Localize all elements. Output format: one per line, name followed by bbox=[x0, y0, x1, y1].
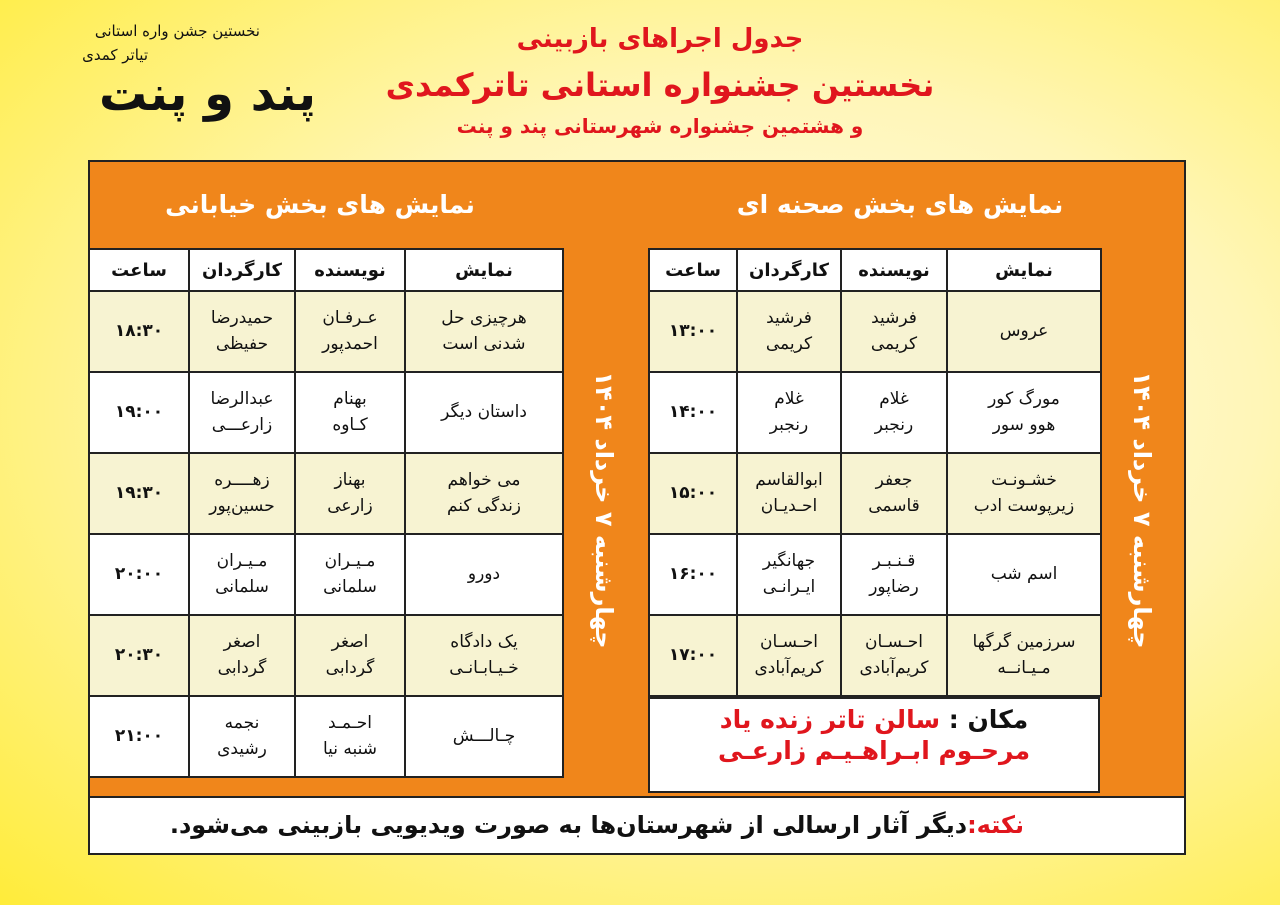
cell-director bbox=[189, 372, 295, 453]
show-line: می خواهم bbox=[447, 470, 521, 490]
table-row bbox=[649, 291, 1101, 372]
cell-time: ۲۰:۰۰ bbox=[89, 534, 189, 615]
director-line: زارعـــی bbox=[211, 414, 273, 435]
stage-schedule-table bbox=[648, 248, 1102, 697]
director-line: حمیدرضا bbox=[210, 308, 274, 328]
cell-director bbox=[189, 534, 295, 615]
note-label: نکته: bbox=[967, 811, 1024, 839]
director-line: کریم‌آبادی bbox=[754, 657, 824, 678]
cell-time: ۱۸:۳۰ bbox=[89, 291, 189, 372]
cell-director bbox=[189, 453, 295, 534]
director-line: مـیـران bbox=[216, 551, 268, 571]
writer-line: کریم‌آبادی bbox=[859, 657, 929, 678]
director-line: نجمه bbox=[224, 713, 260, 733]
cell-writer bbox=[295, 696, 405, 777]
cell-time: ۱۶:۰۰ bbox=[649, 534, 737, 615]
director-line: حسین‌پور bbox=[209, 495, 275, 516]
cell-director bbox=[189, 696, 295, 777]
table-row bbox=[649, 453, 1101, 534]
cell-show bbox=[947, 615, 1101, 696]
col-show: نمایش bbox=[405, 249, 563, 291]
writer-line: رضاپور bbox=[869, 576, 919, 597]
cell-show bbox=[405, 291, 563, 372]
note-bar bbox=[88, 796, 1186, 855]
writer-line: عـرفـان bbox=[322, 308, 378, 328]
writer-line: قـنـبـر bbox=[872, 551, 916, 571]
cell-time: ۱۳:۰۰ bbox=[649, 291, 737, 372]
writer-line: بهناز bbox=[334, 470, 366, 490]
cell-director bbox=[737, 534, 841, 615]
cell-writer bbox=[841, 453, 947, 534]
cell-time: ۲۰:۳۰ bbox=[89, 615, 189, 696]
cell-show bbox=[405, 534, 563, 615]
show-line: چـالـــش bbox=[452, 725, 516, 746]
venue-label: مکان : bbox=[948, 705, 1029, 734]
stage-section-title: نمایش های بخش صحنه ای bbox=[736, 190, 1064, 219]
director-line: غلام bbox=[774, 389, 804, 409]
writer-line: گردابی bbox=[325, 657, 375, 678]
logo-name: پند و پنت bbox=[98, 66, 316, 122]
table-row bbox=[649, 534, 1101, 615]
col-show: نمایش bbox=[947, 249, 1101, 291]
table-row bbox=[89, 696, 563, 777]
cell-director bbox=[737, 453, 841, 534]
writer-line: فرشید bbox=[871, 308, 917, 328]
cell-writer bbox=[295, 534, 405, 615]
show-line: عروس bbox=[999, 320, 1049, 341]
col-writer: نویسنده bbox=[295, 249, 405, 291]
cell-show bbox=[947, 453, 1101, 534]
director-line: جهانگیر bbox=[762, 551, 816, 571]
stage-day-label: چهارشنبه ۷ خرداد ۱۴۰۴ bbox=[1128, 371, 1156, 649]
table-row bbox=[89, 291, 563, 372]
col-time: ساعت bbox=[89, 249, 189, 291]
cell-director bbox=[189, 291, 295, 372]
cell-time: ۱۹:۰۰ bbox=[89, 372, 189, 453]
show-line: هرچیزی حل bbox=[441, 308, 527, 328]
header-title: جدول اجراهای بازبینی bbox=[516, 24, 804, 54]
show-line: زندگی کنم bbox=[446, 495, 522, 516]
street-section-title: نمایش های بخش خیابانی bbox=[165, 190, 475, 219]
show-line: هوو سور bbox=[992, 414, 1056, 435]
writer-line: سلمانی bbox=[323, 576, 377, 597]
note-text: دیگر آثار ارسالی از شهرستان‌ها به صورت ویدیویی بازبینی می‌شود. bbox=[169, 811, 968, 839]
cell-show bbox=[405, 696, 563, 777]
writer-line: زارعی bbox=[327, 495, 373, 516]
cell-writer bbox=[841, 291, 947, 372]
director-line: احـدیـان bbox=[760, 495, 818, 516]
director-line: ایـرانـی bbox=[762, 576, 816, 597]
table-row bbox=[649, 615, 1101, 696]
cell-time: ۱۴:۰۰ bbox=[649, 372, 737, 453]
writer-line: کریمی bbox=[870, 333, 918, 354]
table-row bbox=[89, 615, 563, 696]
col-time: ساعت bbox=[649, 249, 737, 291]
writer-line: احـسـان bbox=[864, 632, 924, 652]
cell-show bbox=[947, 372, 1101, 453]
cell-show bbox=[947, 291, 1101, 372]
director-line: احـسـان bbox=[759, 632, 819, 652]
writer-line: کـاوه bbox=[332, 414, 368, 435]
venue-name: سالن تاتر زنده یاد bbox=[719, 705, 941, 734]
writer-line: بهنام bbox=[333, 389, 367, 409]
show-line: زیرپوست ادب bbox=[973, 495, 1075, 516]
director-line: حفیظی bbox=[215, 333, 269, 354]
table-row bbox=[89, 372, 563, 453]
festival-logo bbox=[30, 18, 320, 128]
cell-writer bbox=[841, 534, 947, 615]
director-line: ابوالقاسم bbox=[755, 470, 823, 490]
show-line: اسم شب bbox=[990, 563, 1058, 584]
director-line: عبدالرضا bbox=[210, 389, 274, 409]
venue-box bbox=[648, 697, 1100, 793]
show-line: شدنی است bbox=[442, 333, 526, 354]
header-subtitle-2: و هشتمین جشنواره شهرستانی پند و پنت bbox=[456, 114, 864, 138]
cell-writer bbox=[295, 291, 405, 372]
show-line: سرزمین گرگها bbox=[972, 632, 1076, 652]
col-writer: نویسنده bbox=[841, 249, 947, 291]
cell-writer bbox=[841, 615, 947, 696]
writer-line: اصغر bbox=[331, 632, 369, 652]
writer-line: رنجبر bbox=[874, 414, 914, 435]
director-line: اصغر bbox=[223, 632, 261, 652]
cell-director bbox=[737, 615, 841, 696]
header-subtitle: نخستین جشنواره استانی تاترکمدی bbox=[385, 66, 935, 104]
cell-writer bbox=[295, 453, 405, 534]
show-line: داستان دیگر bbox=[441, 401, 527, 422]
street-day-label: چهارشنبه ۷ خرداد ۱۴۰۴ bbox=[590, 371, 618, 649]
venue-name-2: مرحـوم ابـراهـیـم زارعـی bbox=[717, 736, 1031, 765]
show-line: خـیـابـانـی bbox=[449, 657, 519, 678]
cell-show bbox=[405, 372, 563, 453]
cell-time: ۱۵:۰۰ bbox=[649, 453, 737, 534]
cell-writer bbox=[295, 615, 405, 696]
cell-director bbox=[189, 615, 295, 696]
writer-line: جعفر bbox=[875, 470, 913, 490]
cell-time: ۱۹:۳۰ bbox=[89, 453, 189, 534]
cell-show bbox=[405, 615, 563, 696]
cell-writer bbox=[295, 372, 405, 453]
writer-line: شنبه نیا bbox=[322, 738, 378, 759]
table-row bbox=[89, 453, 563, 534]
writer-line: احـمـد bbox=[328, 713, 372, 733]
writer-line: مـیـران bbox=[324, 551, 376, 571]
director-line: رشیدی bbox=[217, 738, 267, 759]
show-line: مـیـانــه bbox=[997, 657, 1051, 678]
col-director: کارگردان bbox=[189, 249, 295, 291]
table-row bbox=[89, 534, 563, 615]
show-line: دورو bbox=[467, 563, 501, 584]
writer-line: قاسمی bbox=[868, 495, 920, 516]
logo-line-2: تیاتر کمدی bbox=[82, 46, 148, 64]
show-line: خشـونـت bbox=[991, 470, 1057, 490]
col-director: کارگردان bbox=[737, 249, 841, 291]
show-line: مورگ کور bbox=[988, 389, 1060, 409]
director-line: رنجبر bbox=[769, 414, 809, 435]
logo-line-1: نخستین جشن واره استانی bbox=[94, 22, 260, 40]
writer-line: غلام bbox=[879, 389, 909, 409]
cell-director bbox=[737, 291, 841, 372]
cell-show bbox=[947, 534, 1101, 615]
street-schedule-table bbox=[88, 248, 564, 778]
table-row bbox=[649, 372, 1101, 453]
cell-writer bbox=[841, 372, 947, 453]
director-line: کریمی bbox=[765, 333, 813, 354]
cell-time: ۱۷:۰۰ bbox=[649, 615, 737, 696]
cell-show bbox=[405, 453, 563, 534]
show-line: یک دادگاه bbox=[450, 632, 518, 652]
director-line: زهــــره bbox=[214, 470, 270, 490]
cell-time: ۲۱:۰۰ bbox=[89, 696, 189, 777]
writer-line: احمدپور bbox=[322, 333, 378, 354]
director-line: فرشید bbox=[766, 308, 812, 328]
director-line: گردابی bbox=[217, 657, 267, 678]
cell-director bbox=[737, 372, 841, 453]
director-line: سلمانی bbox=[215, 576, 269, 597]
